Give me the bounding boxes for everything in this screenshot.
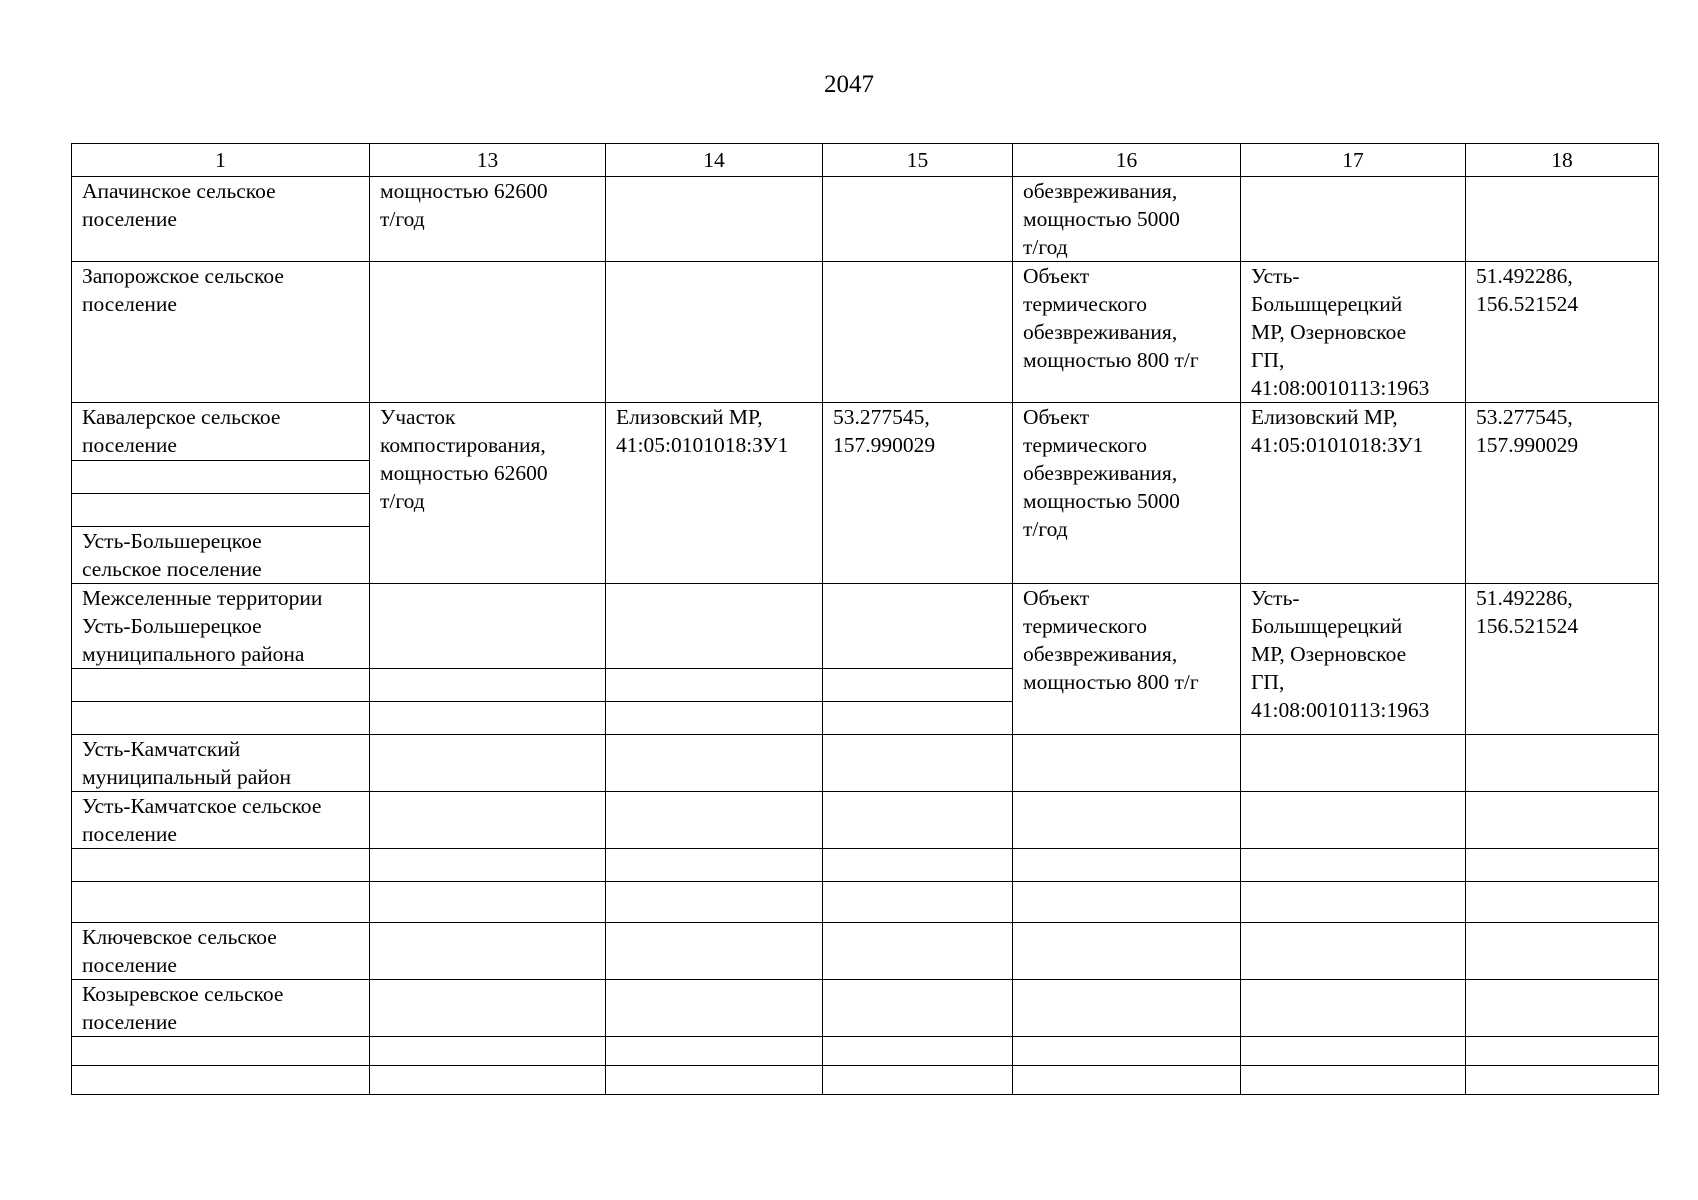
cell-col16: Объект термического обезвреживания, мощностью 800 т/г [1013,584,1241,735]
cell-col13 [370,1066,606,1095]
page-number: 2047 [824,71,874,98]
cell-col17 [1241,792,1466,849]
cell-col15 [823,702,1013,735]
cell-col14 [606,1037,823,1066]
cell-col18 [1466,849,1659,882]
cell-col13 [370,882,606,923]
cell-col13 [370,584,606,669]
col-header-17: 17 [1241,144,1466,177]
settlement-cell [72,1066,370,1095]
cell-col17 [1241,923,1466,980]
cell-col15 [823,1066,1013,1095]
cell-col13 [370,735,606,792]
cell-col18 [1466,792,1659,849]
cell-col16 [1013,1037,1241,1066]
cell-col13 [370,669,606,702]
cell-col17 [1241,882,1466,923]
cell-col17 [1241,849,1466,882]
col-header-14: 14 [606,144,823,177]
cell-col14 [606,584,823,669]
settlement-cell [72,702,370,735]
table-row [72,262,1659,403]
cell-col13 [370,849,606,882]
table-row [72,584,1659,669]
cell-col17: Елизовский МР, 41:05:0101018:ЗУ1 [1241,403,1466,584]
table-row [72,403,1659,461]
settlement-cell: Межселенные территории Усть-Большерецкое муниципального района [72,584,370,669]
cell-col18: 51.492286, 156.521524 [1466,584,1659,735]
settlement-cell [72,669,370,702]
settlement-cell: Апачинское сельское поселение [72,177,370,262]
table-row [72,792,1659,849]
cell-col16 [1013,980,1241,1037]
cell-col13 [370,1037,606,1066]
cell-col15 [823,669,1013,702]
table-row [72,1066,1659,1095]
cell-col14 [606,882,823,923]
cell-col17: Усть- Большщерецкий МР, Озерновское ГП, 41:08:0010113:1963 [1241,584,1466,735]
settlement-cell: Усть-Камчатское сельское поселение [72,792,370,849]
cell-col13: мощностью 62600 т/год [370,177,606,262]
cell-col15 [823,923,1013,980]
cell-col14 [606,980,823,1037]
col-header-1: 1 [72,144,370,177]
cell-col15 [823,177,1013,262]
cell-col15: 53.277545, 157.990029 [823,403,1013,584]
data-table [71,143,1659,1095]
cell-col13: Участок компостирования, мощностью 62600 т/год [370,403,606,584]
table-row [72,849,1659,882]
cell-col13 [370,792,606,849]
settlement-cell [72,1037,370,1066]
cell-col16: обезвреживания, мощностью 5000 т/год [1013,177,1241,262]
cell-col15 [823,849,1013,882]
settlement-cell: Усть-Камчатский муниципальный район [72,735,370,792]
cell-col17 [1241,980,1466,1037]
cell-col15 [823,792,1013,849]
cell-col14 [606,262,823,403]
cell-col16 [1013,735,1241,792]
cell-col14 [606,177,823,262]
cell-col13 [370,980,606,1037]
table-row [72,882,1659,923]
col-header-18: 18 [1466,144,1659,177]
settlement-cell: Запорожское сельское поселение [72,262,370,403]
cell-col17 [1241,1037,1466,1066]
settlement-cell: Козыревское сельское поселение [72,980,370,1037]
cell-col13 [370,262,606,403]
cell-col14 [606,923,823,980]
col-header-13: 13 [370,144,606,177]
cell-col18 [1466,1037,1659,1066]
cell-col18: 53.277545, 157.990029 [1466,403,1659,584]
cell-col18 [1466,1066,1659,1095]
cell-col14 [606,669,823,702]
cell-col14 [606,702,823,735]
cell-col13 [370,923,606,980]
cell-col17 [1241,735,1466,792]
cell-col13 [370,702,606,735]
cell-col17: Усть- Большщерецкий МР, Озерновское ГП, 41:08:0010113:1963 [1241,262,1466,403]
cell-col18 [1466,177,1659,262]
cell-col15 [823,262,1013,403]
settlement-cell [72,494,370,527]
table-row [72,980,1659,1037]
table-row [72,1037,1659,1066]
cell-col14 [606,849,823,882]
settlement-cell [72,461,370,494]
col-header-15: 15 [823,144,1013,177]
settlement-cell: Ключевское сельское поселение [72,923,370,980]
cell-col15 [823,735,1013,792]
cell-col14: Елизовский МР, 41:05:0101018:ЗУ1 [606,403,823,584]
cell-col18: 51.492286, 156.521524 [1466,262,1659,403]
cell-col14 [606,1066,823,1095]
cell-col15 [823,1037,1013,1066]
cell-col18 [1466,735,1659,792]
cell-col14 [606,735,823,792]
cell-col18 [1466,882,1659,923]
table-row [72,177,1659,262]
cell-col18 [1466,980,1659,1037]
table-row [72,923,1659,980]
cell-col15 [823,584,1013,669]
cell-col16 [1013,1066,1241,1095]
cell-col14 [606,792,823,849]
col-header-16: 16 [1013,144,1241,177]
cell-col18 [1466,923,1659,980]
cell-col17 [1241,177,1466,262]
cell-col16 [1013,792,1241,849]
cell-col17 [1241,1066,1466,1095]
settlement-cell: Усть-Большерецкое сельское поселение [72,527,370,584]
cell-col16: Объект термического обезвреживания, мощностью 5000 т/год [1013,403,1241,584]
settlement-cell [72,849,370,882]
settlement-cell: Кавалерское сельское поселение [72,403,370,461]
cell-col15 [823,882,1013,923]
cell-col15 [823,980,1013,1037]
cell-col16 [1013,849,1241,882]
settlement-cell [72,882,370,923]
cell-col16 [1013,923,1241,980]
cell-col16 [1013,882,1241,923]
cell-col16: Объект термического обезвреживания, мощностью 800 т/г [1013,262,1241,403]
table-row [72,735,1659,792]
header-row [72,144,1659,177]
